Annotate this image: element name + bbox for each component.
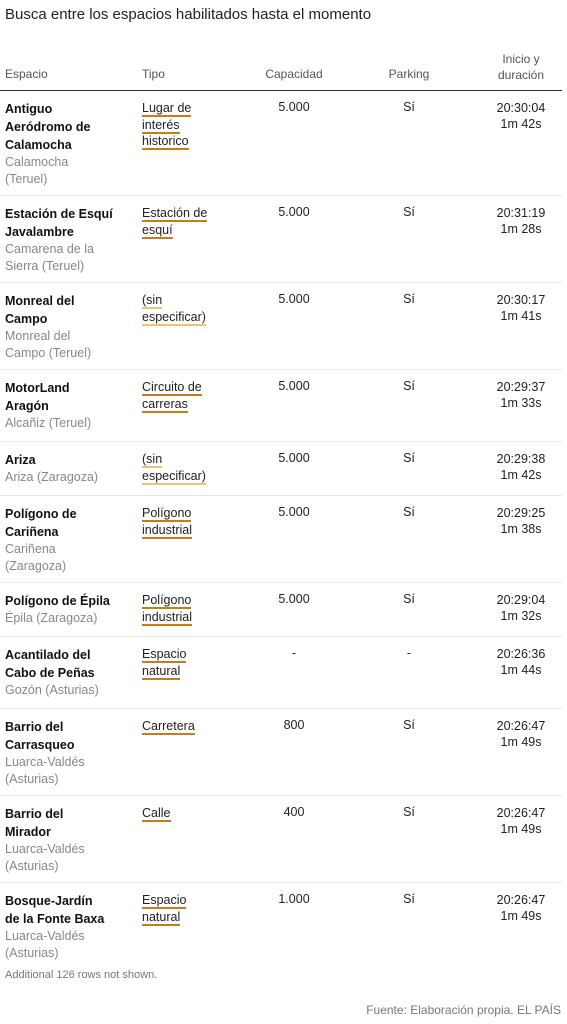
cell-inicio [476, 592, 566, 624]
cell-inicio [476, 100, 566, 132]
espacio-name-line: MotorLand [5, 381, 70, 395]
table-row [0, 91, 562, 196]
espacio-name-line: Monreal del [5, 294, 75, 308]
table-header [0, 50, 562, 91]
duracion-value: 1m 38s [500, 522, 542, 536]
tipo-underlined-text: Polígono [142, 506, 192, 520]
espacio-name-line: Javalambre [5, 225, 74, 239]
cell-inicio [476, 718, 566, 750]
tipo-underlined-text: Polígono [142, 593, 192, 607]
espacio-name-line: Calamocha [5, 138, 72, 152]
source-credit: Fuente: Elaboración propia. EL PAÍS [366, 1003, 561, 1017]
espacio-location-line: (Asturias) [5, 946, 59, 960]
espacio-name-line: Barrio del [5, 807, 64, 821]
tipo-line [142, 663, 232, 680]
espacio-name-line: Cariñena [5, 525, 59, 539]
cell-parking: Sí [403, 892, 415, 906]
cell-tipo [142, 451, 232, 484]
tipo-underlined-text: industrial [142, 522, 193, 537]
inicio-time: 20:29:25 [496, 506, 546, 520]
tipo-underlined-text: industrial [142, 609, 193, 624]
tipo-underlined-text: (sin [142, 452, 163, 466]
cell-capacidad: 5.000 [278, 100, 310, 114]
cell-tipo [142, 505, 232, 538]
table-row [0, 496, 562, 583]
inicio-time: 20:26:47 [496, 719, 546, 733]
duracion-value: 1m 32s [500, 609, 542, 623]
espacio-name-line: Aeródromo de [5, 120, 91, 134]
cell-parking: Sí [403, 718, 415, 732]
inicio-time: 20:26:36 [496, 647, 546, 661]
tipo-underlined-text: interés [142, 117, 180, 132]
header-inicio[interactable] [476, 51, 566, 83]
espacio-location-line: Calamocha [5, 155, 69, 169]
tipo-underlined-text: (sin [142, 293, 163, 307]
cell-espacio [5, 292, 130, 362]
tipo-line [142, 609, 232, 626]
espacio-name-line: Estación de Esquí [5, 207, 113, 221]
cell-tipo [142, 292, 232, 325]
tipo-line [142, 468, 232, 485]
tipo-underlined-text: Espacio [142, 647, 187, 661]
duracion-value: 1m 49s [500, 909, 542, 923]
tipo-line [142, 292, 232, 309]
tipo-underlined-text: esquí [142, 222, 173, 237]
page-title: Busca entre los espacios habilitados hasta el momento [5, 6, 372, 23]
table-body [0, 91, 562, 969]
table-row [0, 883, 562, 969]
cell-tipo [142, 805, 232, 822]
cell-capacidad: 5.000 [278, 592, 310, 606]
cell-parking: - [406, 646, 412, 660]
cell-capacidad: 5.000 [278, 205, 310, 219]
cell-capacidad: 800 [283, 718, 305, 732]
espacio-location-line: (Teruel) [5, 172, 48, 186]
cell-tipo [142, 379, 232, 412]
header-tipo[interactable]: Tipo [142, 67, 165, 81]
tipo-underlined-text: natural [142, 663, 181, 678]
cell-inicio [476, 379, 566, 411]
tipo-line [142, 522, 232, 539]
espacio-name-line: Mirador [5, 825, 51, 839]
espacio-name-line: Acantilado del [5, 648, 91, 662]
espacio-location-line: Ariza (Zaragoza) [5, 470, 99, 484]
cell-parking: Sí [403, 805, 415, 819]
tipo-underlined-text: Espacio [142, 893, 187, 907]
espacio-location-line: Sierra (Teruel) [5, 259, 85, 273]
cell-capacidad: 5.000 [278, 379, 310, 393]
espacio-location-line: Monreal del [5, 329, 71, 343]
espacio-name-line: Barrio del [5, 720, 64, 734]
duracion-value: 1m 49s [500, 822, 542, 836]
cell-espacio [5, 505, 130, 575]
espacio-location-line: (Zaragoza) [5, 559, 67, 573]
inicio-time: 20:29:38 [496, 452, 546, 466]
cell-espacio [5, 205, 130, 275]
cell-inicio [476, 805, 566, 837]
tipo-underlined-text: especificar) [142, 468, 206, 483]
cell-parking: Sí [403, 505, 415, 519]
espacio-location-line: (Asturias) [5, 859, 59, 873]
cell-parking: Sí [403, 379, 415, 393]
tipo-underlined-text: Lugar de [142, 101, 192, 115]
rows-note: Additional 126 rows not shown. [5, 969, 158, 981]
cell-parking: Sí [403, 292, 415, 306]
duracion-value: 1m 41s [500, 309, 542, 323]
inicio-time: 20:30:17 [496, 293, 546, 307]
cell-espacio [5, 892, 130, 962]
tipo-line [142, 396, 232, 413]
inicio-time: 20:30:04 [496, 101, 546, 115]
cell-tipo [142, 646, 232, 679]
tipo-line [142, 909, 232, 926]
espacio-name-line: Polígono de Épila [5, 594, 110, 608]
cell-tipo [142, 592, 232, 625]
header-inicio-line1: Inicio y [502, 52, 540, 66]
tipo-line [142, 117, 232, 134]
cell-capacidad: 400 [283, 805, 305, 819]
cell-capacidad: 5.000 [278, 292, 310, 306]
cell-parking: Sí [403, 205, 415, 219]
cell-inicio [476, 205, 566, 237]
cell-tipo [142, 718, 232, 735]
tipo-underlined-text: historico [142, 134, 189, 148]
cell-capacidad: - [291, 646, 297, 660]
tipo-line [142, 646, 232, 663]
duracion-value: 1m 28s [500, 222, 542, 236]
espacio-name-line: Carrasqueo [5, 738, 75, 752]
cell-inicio [476, 646, 566, 678]
espacio-name-line: de la Fonte Baxa [5, 912, 105, 926]
cell-parking: Sí [403, 451, 415, 465]
espacio-location-line: Alcañiz (Teruel) [5, 416, 92, 430]
tipo-line [142, 133, 232, 150]
tipo-underlined-text: Circuito de [142, 380, 202, 394]
cell-capacidad: 5.000 [278, 451, 310, 465]
espacio-location-line: Gozón (Asturias) [5, 683, 99, 697]
tipo-line [142, 309, 232, 326]
cell-inicio [476, 451, 566, 483]
table-row [0, 796, 562, 883]
cell-espacio [5, 379, 130, 432]
tipo-line [142, 505, 232, 522]
cell-parking: Sí [403, 100, 415, 114]
table-row [0, 442, 562, 496]
inicio-time: 20:26:47 [496, 806, 546, 820]
cell-tipo [142, 892, 232, 925]
tipo-underlined-text: Carretera [142, 719, 195, 733]
tipo-line [142, 205, 232, 222]
table-row [0, 709, 562, 796]
tipo-underlined-text: especificar) [142, 309, 206, 324]
espacio-name-line: Aragón [5, 399, 49, 413]
header-capacidad[interactable]: Capacidad [265, 67, 323, 81]
inicio-time: 20:26:47 [496, 893, 546, 907]
tipo-line [142, 718, 232, 735]
duracion-value: 1m 44s [500, 663, 542, 677]
cell-espacio [5, 451, 130, 486]
espacio-location-line: Campo (Teruel) [5, 346, 92, 360]
table-row [0, 637, 562, 709]
espacio-name-line: Campo [5, 312, 48, 326]
espacio-name-line: Antiguo [5, 102, 53, 116]
cell-espacio [5, 646, 130, 699]
cell-espacio [5, 805, 130, 875]
tipo-underlined-text: Calle [142, 806, 171, 820]
espacio-location-line: Camarena de la [5, 242, 94, 256]
espacio-location-line: Cariñena [5, 542, 56, 556]
header-espacio[interactable]: Espacio [5, 67, 48, 81]
table-row [0, 283, 562, 370]
cell-capacidad: 1.000 [278, 892, 310, 906]
cell-inicio [476, 292, 566, 324]
tipo-underlined-text: carreras [142, 396, 188, 411]
table-row [0, 370, 562, 442]
espacio-name-line: Ariza [5, 453, 36, 467]
header-parking[interactable]: Parking [388, 67, 430, 81]
inicio-time: 20:31:19 [496, 206, 546, 220]
tipo-line [142, 451, 232, 468]
table-row [0, 196, 562, 283]
tipo-line [142, 100, 232, 117]
espacio-location-line: Luarca-Valdés [5, 929, 85, 943]
table-row [0, 583, 562, 637]
espacio-location-line: (Asturias) [5, 772, 59, 786]
tipo-line [142, 892, 232, 909]
cell-tipo [142, 100, 232, 150]
tipo-line [142, 592, 232, 609]
cell-espacio [5, 718, 130, 788]
espacio-location-line: Luarca-Valdés [5, 755, 85, 769]
header-inicio-line2: duración [497, 68, 545, 82]
cell-espacio [5, 100, 130, 188]
cell-espacio [5, 592, 130, 627]
tipo-line [142, 805, 232, 822]
tipo-line [142, 222, 232, 239]
tipo-underlined-text: natural [142, 909, 181, 924]
inicio-time: 20:29:04 [496, 593, 546, 607]
cell-inicio [476, 892, 566, 924]
cell-parking: Sí [403, 592, 415, 606]
tipo-underlined-text: Estación de [142, 206, 208, 220]
espacio-location-line: Épila (Zaragoza) [5, 611, 98, 625]
cell-inicio [476, 505, 566, 537]
cell-tipo [142, 205, 232, 238]
duracion-value: 1m 42s [500, 117, 542, 131]
inicio-time: 20:29:37 [496, 380, 546, 394]
cell-capacidad: 5.000 [278, 505, 310, 519]
espacio-name-line: Polígono de [5, 507, 77, 521]
tipo-line [142, 379, 232, 396]
duracion-value: 1m 49s [500, 735, 542, 749]
espacio-name-line: Cabo de Peñas [5, 666, 95, 680]
espacio-name-line: Bosque-Jardín [5, 894, 93, 908]
duracion-value: 1m 42s [500, 468, 542, 482]
duracion-value: 1m 33s [500, 396, 542, 410]
espacio-location-line: Luarca-Valdés [5, 842, 85, 856]
